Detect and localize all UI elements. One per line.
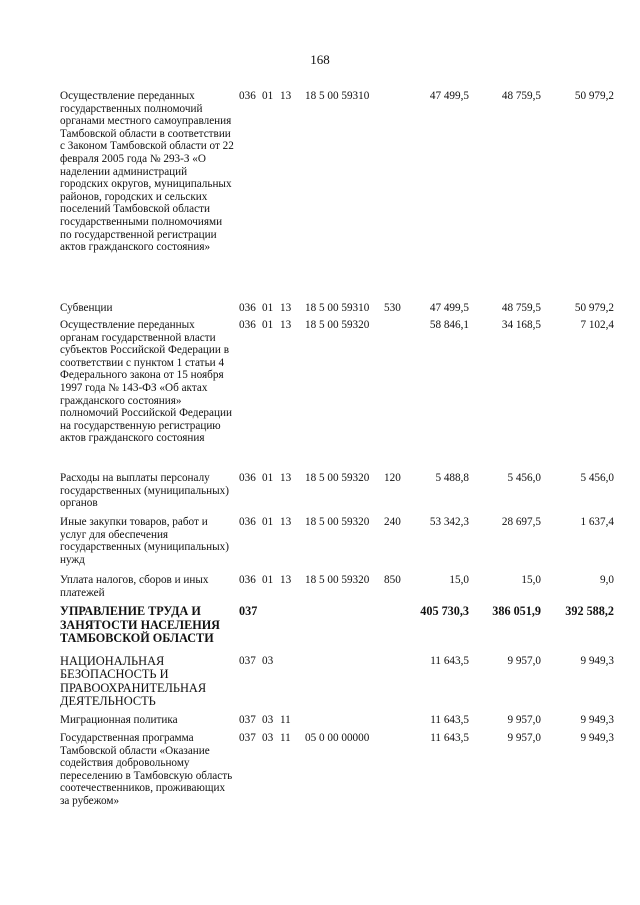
row-ved: 037	[239, 604, 258, 618]
row-name: Государственная программа Тамбовской области «Оказание содействия добровольному переселению в Тамбовскую область соотечественников, проживающих за рубежом»	[60, 732, 233, 807]
row-name: Миграционная политика	[60, 714, 178, 726]
row-ved: 037	[239, 714, 256, 726]
row-value-3: 9 949,3	[580, 714, 614, 726]
row-value-2: 48 759,5	[501, 302, 541, 314]
row-pr: 13	[280, 516, 292, 528]
row-rzd: 01	[262, 574, 274, 586]
row-ved: 036	[239, 574, 256, 586]
row-name: Осуществление переданных государственных полномочий органами местного самоуправления Тамбовской области в соответствии с Законом Тамбовской области от 22 февраля 2005 года № 293-З «О наделении администраций городских округов, муниципальных районов, городских и сельских поселений Тамбовской области государственными полномочиями по государственной регистрации актов гражданского состояния»	[60, 90, 234, 254]
page-number: 168	[310, 52, 330, 67]
row-csr: 18 5 00 59320	[305, 472, 370, 484]
row-ved: 036	[239, 90, 256, 102]
row-value-1: 11 643,5	[430, 655, 469, 667]
row-value-2: 28 697,5	[501, 516, 541, 528]
row-csr: 18 5 00 59320	[305, 516, 370, 528]
row-name: Расходы на выплаты персоналу государственных (муниципальных) органов	[60, 472, 229, 510]
row-value-1: 58 846,1	[429, 319, 469, 331]
row-ved: 036	[239, 472, 256, 484]
row-pr: 13	[280, 472, 292, 484]
row-vr: 120	[384, 472, 401, 484]
row-value-1: 11 643,5	[430, 732, 469, 744]
row-name: Иные закупки товаров, работ и услуг для обеспечения государственных (муниципальных) нужд	[60, 516, 229, 566]
row-rzd: 01	[262, 302, 274, 314]
row-name: УПРАВЛЕНИЕ ТРУДА И ЗАНЯТОСТИ НАСЕЛЕНИЯ ТАМБОВСКОЙ ОБЛАСТИ	[60, 604, 220, 646]
row-name: Уплата налогов, сборов и иных платежей	[60, 574, 209, 599]
row-rzd: 03	[262, 732, 274, 744]
row-name: Осуществление переданных органам государственной власти субъектов Российской Федерации в соответствии с пунктом 1 статьи 4 Федерального закона от 15 ноября 1997 года № 143-ФЗ «Об актах гражданского состояния» полномочий Российской Федерации на государственную регистрацию актов гражданского состояния	[60, 319, 232, 445]
row-value-3: 392 588,2	[565, 604, 614, 618]
row-ved: 036	[239, 302, 256, 314]
row-value-3: 50 979,2	[574, 302, 614, 314]
row-rzd: 01	[262, 90, 274, 102]
row-pr: 13	[280, 302, 292, 314]
row-name: НАЦИОНАЛЬНАЯ БЕЗОПАСНОСТЬ И ПРАВООХРАНИТЕЛЬНАЯ ДЕЯТЕЛЬНОСТЬ	[60, 654, 207, 708]
row-value-2: 48 759,5	[501, 90, 541, 102]
row-vr: 240	[384, 516, 401, 528]
row-value-1: 5 488,8	[435, 472, 469, 484]
row-rzd: 01	[262, 472, 274, 484]
row-csr: 18 5 00 59310	[305, 90, 370, 102]
row-rzd: 03	[262, 714, 274, 726]
row-pr: 11	[280, 732, 291, 744]
row-value-3: 50 979,2	[574, 90, 614, 102]
row-rzd: 03	[262, 655, 274, 667]
row-value-2: 5 456,0	[507, 472, 541, 484]
row-value-3: 9 949,3	[580, 655, 614, 667]
row-pr: 11	[280, 714, 291, 726]
row-value-3: 7 102,4	[580, 319, 614, 331]
row-csr: 05 0 00 00000	[305, 732, 370, 744]
row-csr: 18 5 00 59320	[305, 574, 370, 586]
row-rzd: 01	[262, 319, 274, 331]
row-value-1: 47 499,5	[429, 90, 469, 102]
row-ved: 037	[239, 732, 256, 744]
row-csr: 18 5 00 59320	[305, 319, 370, 331]
row-pr: 13	[280, 574, 292, 586]
row-value-2: 386 051,9	[492, 604, 541, 618]
row-value-3: 5 456,0	[580, 472, 614, 484]
row-ved: 036	[239, 516, 256, 528]
row-ved: 036	[239, 319, 256, 331]
row-value-3: 9 949,3	[580, 732, 614, 744]
row-value-1: 47 499,5	[429, 302, 469, 314]
row-value-1: 11 643,5	[430, 714, 469, 726]
row-value-3: 1 637,4	[580, 516, 614, 528]
row-value-2: 9 957,0	[507, 655, 541, 667]
row-value-1: 15,0	[449, 574, 469, 586]
row-vr: 850	[384, 574, 401, 586]
row-ved: 037	[239, 655, 256, 667]
row-value-2: 34 168,5	[501, 319, 541, 331]
row-value-1: 405 730,3	[420, 604, 469, 618]
row-vr: 530	[384, 302, 401, 314]
row-rzd: 01	[262, 516, 274, 528]
row-value-1: 53 342,3	[429, 516, 469, 528]
row-value-3: 9,0	[600, 574, 614, 586]
row-pr: 13	[280, 319, 292, 331]
row-value-2: 9 957,0	[507, 714, 541, 726]
row-value-2: 15,0	[521, 574, 541, 586]
row-pr: 13	[280, 90, 292, 102]
row-name: Субвенции	[60, 302, 113, 314]
row-value-2: 9 957,0	[507, 732, 541, 744]
row-csr: 18 5 00 59310	[305, 302, 370, 314]
